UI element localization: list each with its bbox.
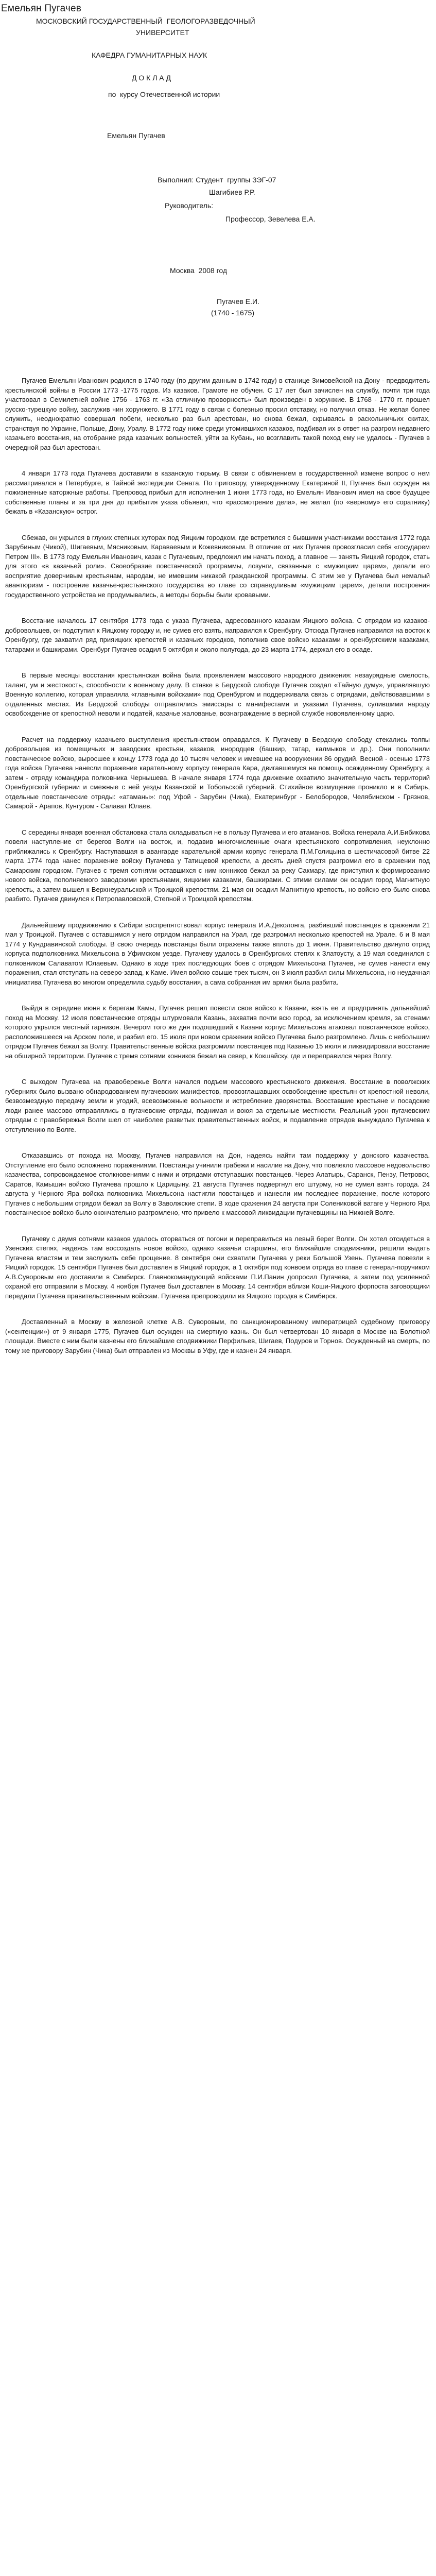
- paragraph: Пугачев Емельян Иванович родился в 1740 году (по другим данным в 1742 году) в станице Зимовейской на Дону - предводитель крестьянской войны в России 1773 -1775 годов. Из казаков. Грамоте не обучен. С 17 лет был зачислен на службу, почти три года участвовал в Семилетней войне 1756 - 1763 гг. «За отличную проворность» был произведен в хорунжие. В 1768 - 1770 гг. прошел русско-турецкую войну, заслужив чин хорунжего. В 1771 году в связи с болезнью просил отставку, но получил отказ. Не желая более служить, неоднократно совершал побеги, несколько раз был арестован, но снова бежал, скрываясь в раскольничьих скитах, странствуя по Украине, Польше, Дону, Уралу. В 1772 году ниже среди утомившихся казаков, подбивая их в ответ на разгром недавнего казачьего восстания, на отобрание ряда казачьих вольностей, уйти за Кубань, но возглавить такой поход ему не удалось - Пугачев в очередной раз был арестован.: [5, 377, 430, 451]
- paragraph: Пугачеву с двумя сотнями казаков удалось оторваться от погони и переправиться на левый берег Волги. Он хотел отсидеться в Узенских степях, надеясь там воссоздать новое войско, однако казачьи старшины, его ближайшие сподвижники, решили выдать Пугачева властям и тем заслужить себе прощение. 8 сентября они схватили Пугачева у реки Большой Узень. Пугачева повезли в Яицкий городок. 15 сентября Пугачев был доставлен в Яицкий городок, а 1 октября под конвоем отряда во главе с генерал-поручиком А.В.Суворовым его доставили в Симбирск. Главнокомандующий войсками П.И.Панин допросил Пугачева, а затем под усиленной охраной его отправили в Москву. 4 ноября Пугачев был доставлен в Москву. 14 сентября вблизи Коши-Яицкого форпоста заговорщики передали Пугачева правительственным войскам. Пугачева препроводили из Яицкого городка в Симбирск.: [5, 1234, 430, 1300]
- paragraph: Отказавшись от похода на Москву, Пугачев направился на Дон, надеясь найти там поддержку у донского казачества. Отступление его было осложнено поражениями. Повстанцы учинили грабежи и насилие на Дону, что повлекло массовое недовольство казачества, сопровождаемое столкновениями с ними и отрядами отступавших повстанцев. Через Алатырь, Саранск, Пензу, Петровск, Саратов, Камышин войско Пугачева прошло к Царицыну. 21 августа Пугачев подвергнул его штурму, но не сумел взять города. 24 августа у Черного Яра войска полковника Михельсона настигли повстанцев и нанесли им последнее поражение, после которого Пугачев с небольшим отрядом бежал за Волгу в Заволжские степи. В ходе сражения 24 августа при Солениковой ватаге у Черного Яра повстанческое войско было окончательно разгромлено, что привело к массовой ликвидации пугачевщины на Нижней Волге.: [5, 1151, 430, 1216]
- supervisor-label: Руководитель:: [165, 201, 214, 210]
- paragraph: Сбежав, он укрылся в глухих степных хуторах под Яицким городком, где встретился с бывшими участниками восстания 1772 года Зарубиным (Чикой), Шигаевым, Мясниковым, Караваевым и Кожевниковым. В отличие от них Пугачев провозгласил себя «государем Петром III». В 1773 году Емельян Иванович, казак с Пугачевым, предложил им начать поход, а главное — занять Яицкий городок, стать для этого «в казачьей роли». Своеобразие повстанческой программы, лозунги, связанные с «мужицким царем», делали его восприятие доверчивым крестьянам, народам, не имевшим никакой гражданской программы. С этим же у Пугачева был немалый авантюризм - построение казачье-крестьянского государства во главе со справедливым «мужицким царем», детали построения государственного устройства не продумывались, а методы борьбы были кровавыми.: [5, 533, 430, 599]
- paragraph: 4 января 1773 года Пугачева доставили в казанскую тюрьму. В связи с обвинением в государственной измене вопрос о нем рассматривался в Петербурге, в Тайной экспедиции Сената. По приговору, утвержденному Екатериной II, Пугачев был осужден на пожизненные каторжные работы. Препровод прибыл для исполнения 1 июня 1773 года, но Емельян Иванович имел на свое будущее собственные планы и за три дня до прибытия указа объявил, что «рассмотрение дела», не желал (по «верному» его соратнику) бежать в «Казанскую» острог.: [5, 469, 430, 515]
- paragraph: С середины января военная обстановка стала складываться не в пользу Пугачева и его атаманов. Войска генерала А.И.Бибикова повели наступление от берегов Волги на восток, и, подавив многочисленные очаги крестьянского сопротивления, неуклонно приближались к Оренбургу. Наступавшая в авангарде карательной армии корпус генерала П.М.Голицына в шестичасовой битве 22 марта 1774 года нанес поражение войску Пугачева у Татищевой крепости, а десять дней спустя разгромил его в сражении под Самарским городком. Пугачев с тремя сотнями оставшихся с ним конников бежал за реку Сакмару, где приступил к формированию нового войска, пополняемого заводскими крестьянами, яицкими казаками, башкирами. С этими силами он осадил город Магнитную крепость, а затем вышел к Верхнеуральской и Троицкой крепостям. 21 мая он осадил Магнитную крепость, но войско его было снова разбито. Пугачев двинулся к Петропавловской, Степной и Троицкой крепостям.: [5, 828, 430, 903]
- university-name-line1: МОСКОВСКИЙ ГОСУДАРСТВЕННЫЙ ГЕОЛОГОРАЗВЕДОЧНЫЙ: [36, 17, 255, 25]
- paragraph: Доставленный в Москву в железной клетке А.В. Суворовым, по санкционированному императрицей судебному приговору («сентенции») от 9 января 1775, Пугачев был осужден на смертную казнь. Он был четвертован 10 января в Москве на Болотной площади. Вместе с ним были казнены его ближайшие сподвижники Перфильев, Шигаев, Подуров и Торнов. Осужденный на смерть, по тому же приговору Зарубин (Чика) был отправлен из Москвы в Уфу, где и казнен 24 января.: [5, 1318, 430, 1354]
- document-type: Д О К Л А Д: [132, 74, 171, 82]
- paragraph: Расчет на поддержку казачьего выступления крестьянством оправдался. К Пугачеву в Бердскую слободу стекались толпы добровольцев из помещичьих и заводских крестьян, казаков, инородцев (башкир, татар, калмыков и др.). Они пополнили повстанческое войско, выросшее к концу 1773 года до 10 тысяч человек и имевшее на вооружении 86 орудий. Весной - осенью 1773 года войска Пугачева нанесли поражение карательному корпусу генерала Кара, двигавшемуся на помощь осажденному Оренбургу, а затем - отряду командира полковника Чернышева. В начале января 1774 года движение охватило значительную часть территорий Оренбургской губернии и смежные с ней уезды Казанской и Тобольской губерний. Стихийное возмущение проникло и в Сибирь, отдельные повстанческие отряды: «атаманы»: под Уфой - Зарубин (Чика), Екатеринбург - Белобородов, Челябинском - Грязнов, Самарой - Арапов, Кунгуром - Салават Юлаев.: [5, 735, 430, 810]
- paragraph: Дальнейшему продвижению к Сибири воспрепятствовал корпус генерала И.А.Деколонга, разбивший повстанцев в сражении 21 мая у Троицкой. Пугачев с оставшимся у него отрядом направился на Урал, где разгромил несколько крепостей на Урале. 6 и 8 мая 1774 у Кундравинской слободы. В свою очередь повстанцы были отражены также вплоть до 1 июня. Правительство двинуло отряд корпуса подполковника Михельсона в Уфимском уезде. Пугачеву удалось в Оренбургских степях к Златоусту, а 19 мая соединился с полковником Салаватом Юлаевым. Однако в ходе трех последующих боев с отрядом Михельсона Пугачев, не сумев нанести ему поражения, стал отступать на северо-запад, к Каме. Имея войско свыше трех тысяч, он 3 июля разбил силы Михельсона, но неудачная инициатива Пугачева во многом определила судьбу восстания, а сама собранная им армия была разбита.: [5, 921, 430, 986]
- student-name: Шагибиев Р.Р.: [209, 188, 255, 196]
- performed-by: Выполнил: Студент группы ЗЭГ-07: [158, 176, 276, 184]
- document-body: [5, 376, 430, 1372]
- course-subject: по курсу Отечественной истории: [108, 90, 220, 98]
- document-title: Емельян Пугачев: [1, 3, 82, 14]
- life-years: (1740 - 1675): [211, 309, 255, 317]
- paragraph: В первые месяцы восстания крестьянская война была проявлением массового народного движения: незаурядные смелость, талант, ум и жестокость, способности к военному делу. В ставке в Бердской слободе Пугачев создал «Тайную думу», управлявшую Военную коллегию, которая управляла «главными войсками» под Оренбургом и поддерживала связь с отрядами, действовавшими в отдаленных местах. Из Бердской слободы отправлялись эмиссары с манифестами и указами Пугачева, сулившими народу освобождение от крепостной неволи и податей, казачье жалованье, вознаграждение в верной службе новоявленному царю.: [5, 671, 430, 717]
- supervisor-name: Профессор, Зевелева Е.А.: [225, 215, 316, 223]
- subject-name: Пугачев Е.И.: [217, 297, 259, 306]
- report-topic: Емельян Пугачев: [107, 131, 165, 140]
- city-year: Москва 2008 год: [170, 266, 228, 275]
- paragraph: Восстание началось 17 сентября 1773 года с указа Пугачева, адресованного казакам Яицкого войска. С отрядом из казаков-добровольцев, он подступил к Яицкому городку и, не сумев его взять, направился к Оренбургу. Отсюда Пугачев направился на восток к Оренбургу, где захватил ряд прияицких крепостей и казачьих городков, пополнив свое войско казаками и оренбургскими казаками, татарами и башкирами. Оренбург Пугачев осадил 5 октября и около полугода, до 23 марта 1774, держал его в осаде.: [5, 617, 430, 653]
- paragraph: Выйдя в середине июня к берегам Камы, Пугачев решил повести свое войско к Казани, взять ее и предпринять дальнейший поход на Москву. 12 июля повстанческие отряды штурмовали Казань, захватив почти всю город, за исключением кремля, за стенами которого укрылся местный гарнизон. Вечером того же дня подошедший к Казани корпус Михельсона атаковал повстанческое войско, расположившееся на Арском поле, и разбил его. 15 июля при новом сражении войско Пугачева было разгромлено. Лишь с небольшим отрядом Пугачев бежал за Волгу. Правительственные войска разгромили повстанцев под Казанью 15 июля и ликвидировали восстание на обширной территории. Пугачев с тремя сотнями конников бежал на север, к Кокшайску, где и переправился через Волгу.: [5, 1004, 430, 1060]
- paragraph: С выходом Пугачева на правобережье Волги начался подъем массового крестьянского движения. Восстание в поволжских губерниях было вызвано обнародованием пугачевских манифестов, провозглашавших освобождение крестьян от крепостной неволи, безвозмездную передачу земли и угодий, всевозможные вольности и истребление дворянства. Восставшие крестьяне и посадские люди ранее массово отправлялись в пугачевские отряды, поднимая и воюя за отдельные местности. Реальный урон пугачевским отрядам с правобережья Волги шел от наиболее развитых правительственных войск, и подавление отрядов вынуждало Пугачева к отступлению по Волге.: [5, 1078, 430, 1133]
- department-name: КАФЕДРА ГУМАНИТАРНЫХ НАУК: [92, 51, 207, 59]
- university-name-line2: УНИВЕРСИТЕТ: [136, 28, 189, 37]
